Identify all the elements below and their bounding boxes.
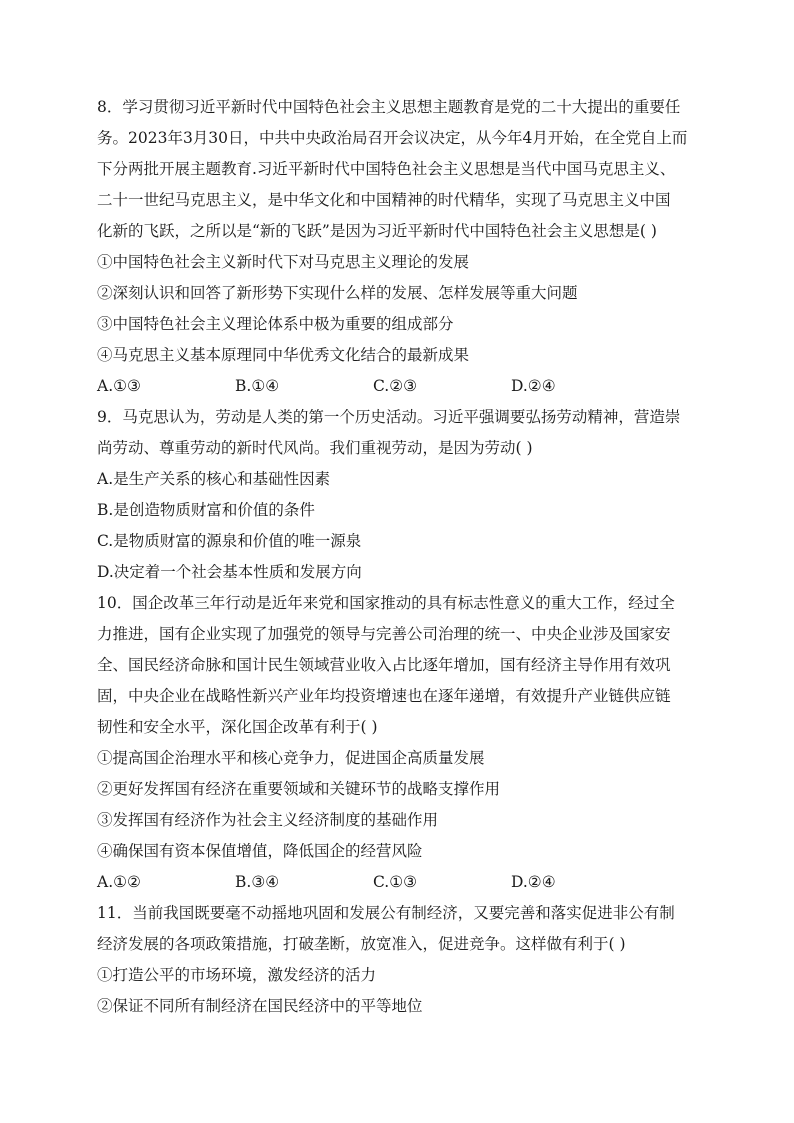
statement-item: ②深刻认识和回答了新形势下实现什么样的发展、怎样发展等重大问题	[97, 284, 578, 302]
question-10	[97, 588, 702, 898]
option-b: B.③④	[235, 873, 280, 891]
question-stem-line: 下分两批开展主题教育.习近平新时代中国特色社会主义思想是当代中国马克思主义、	[97, 160, 676, 178]
question-stem-line: 韧性和安全水平，深化国企改革有利于( )	[97, 718, 378, 736]
statement-item: ①提高国企治理水平和核心竞争力，促进国企高质量发展	[97, 749, 485, 767]
statement-item: ②保证不同所有制经济在国民经济中的平等地位	[97, 997, 423, 1015]
question-stem-line: 力推进，国有企业实现了加强党的领导与完善公司治理的统一、中央企业涉及国家安	[97, 625, 671, 643]
option-b: B.①④	[235, 377, 280, 395]
option-a: A.①③	[97, 377, 141, 395]
option-c: C.是物质财富的源泉和价值的唯一源泉	[97, 532, 362, 550]
question-11	[97, 898, 702, 1022]
statement-item: ④确保国有资本保值增值，降低国企的经营风险	[97, 842, 423, 860]
statement-item: ③中国特色社会主义理论体系中极为重要的组成部分	[97, 315, 454, 333]
statement-item: ①中国特色社会主义新时代下对马克思主义理论的发展	[97, 253, 470, 271]
statement-item: ④马克思主义基本原理同中华优秀文化结合的最新成果	[97, 346, 470, 364]
option-d: D.决定着一个社会基本性质和发展方向	[97, 563, 362, 581]
question-stem-line: 固，中央企业在战略性新兴产业年均投资增速也在逐年递增，有效提升产业链供应链	[97, 687, 671, 705]
question-stem-line: 8．学习贯彻习近平新时代中国特色社会主义思想主题教育是党的二十大提出的重要任	[97, 98, 681, 116]
question-stem-line: 尚劳动、尊重劳动的新时代风尚。我们重视劳动，是因为劳动( )	[97, 439, 533, 457]
question-stem-line: 务。2023年3月30日，中共中央政治局召开会议决定，从今年4月开始，在全党自上而	[97, 129, 688, 147]
question-stem-line: 经济发展的各项政策措施，打破垄断，放宽准入，促进竞争。这样做有利于( )	[97, 935, 626, 953]
option-d: D.②④	[511, 377, 556, 395]
statement-item: ③发挥国有经济作为社会主义经济制度的基础作用	[97, 811, 439, 829]
question-stem-line: 10．国企改革三年行动是近年来党和国家推动的具有标志性意义的重大工作，经过全	[97, 594, 675, 612]
option-c: C.②③	[373, 377, 418, 395]
option-a: A.①②	[97, 873, 141, 891]
question-stem-line: 11．当前我国既要毫不动摇地巩固和发展公有制经济，又要完善和落实促进非公有制	[97, 904, 675, 922]
question-stem-line: 全、国民经济命脉和国计民生领域营业收入占比逐年增加，国有经济主导作用有效巩	[97, 656, 671, 674]
question-stem-line: 二十一世纪马克思主义，是中华文化和中国精神的时代精华，实现了马克思主义中国	[97, 191, 671, 209]
question-9	[97, 402, 702, 588]
option-c: C.①③	[373, 873, 418, 891]
option-d: D.②④	[511, 873, 556, 891]
answer-options	[97, 371, 702, 402]
question-8	[97, 92, 702, 402]
statement-item: ①打造公平的市场环境，激发经济的活力	[97, 966, 377, 984]
statement-item: ②更好发挥国有经济在重要领域和关键环节的战略支撑作用	[97, 780, 501, 798]
option-a: A.是生产关系的核心和基础性因素	[97, 470, 331, 488]
option-b: B.是创造物质财富和价值的条件	[97, 501, 315, 519]
answer-options	[97, 867, 702, 898]
question-stem-line: 9．马克思认为，劳动是人类的第一个历史活动。习近平强调要弘扬劳动精神，营造崇	[97, 408, 681, 426]
question-stem-line: 化新的飞跃，之所以是“新的飞跃”是因为习近平新时代中国特色社会主义思想是( )	[97, 222, 657, 240]
